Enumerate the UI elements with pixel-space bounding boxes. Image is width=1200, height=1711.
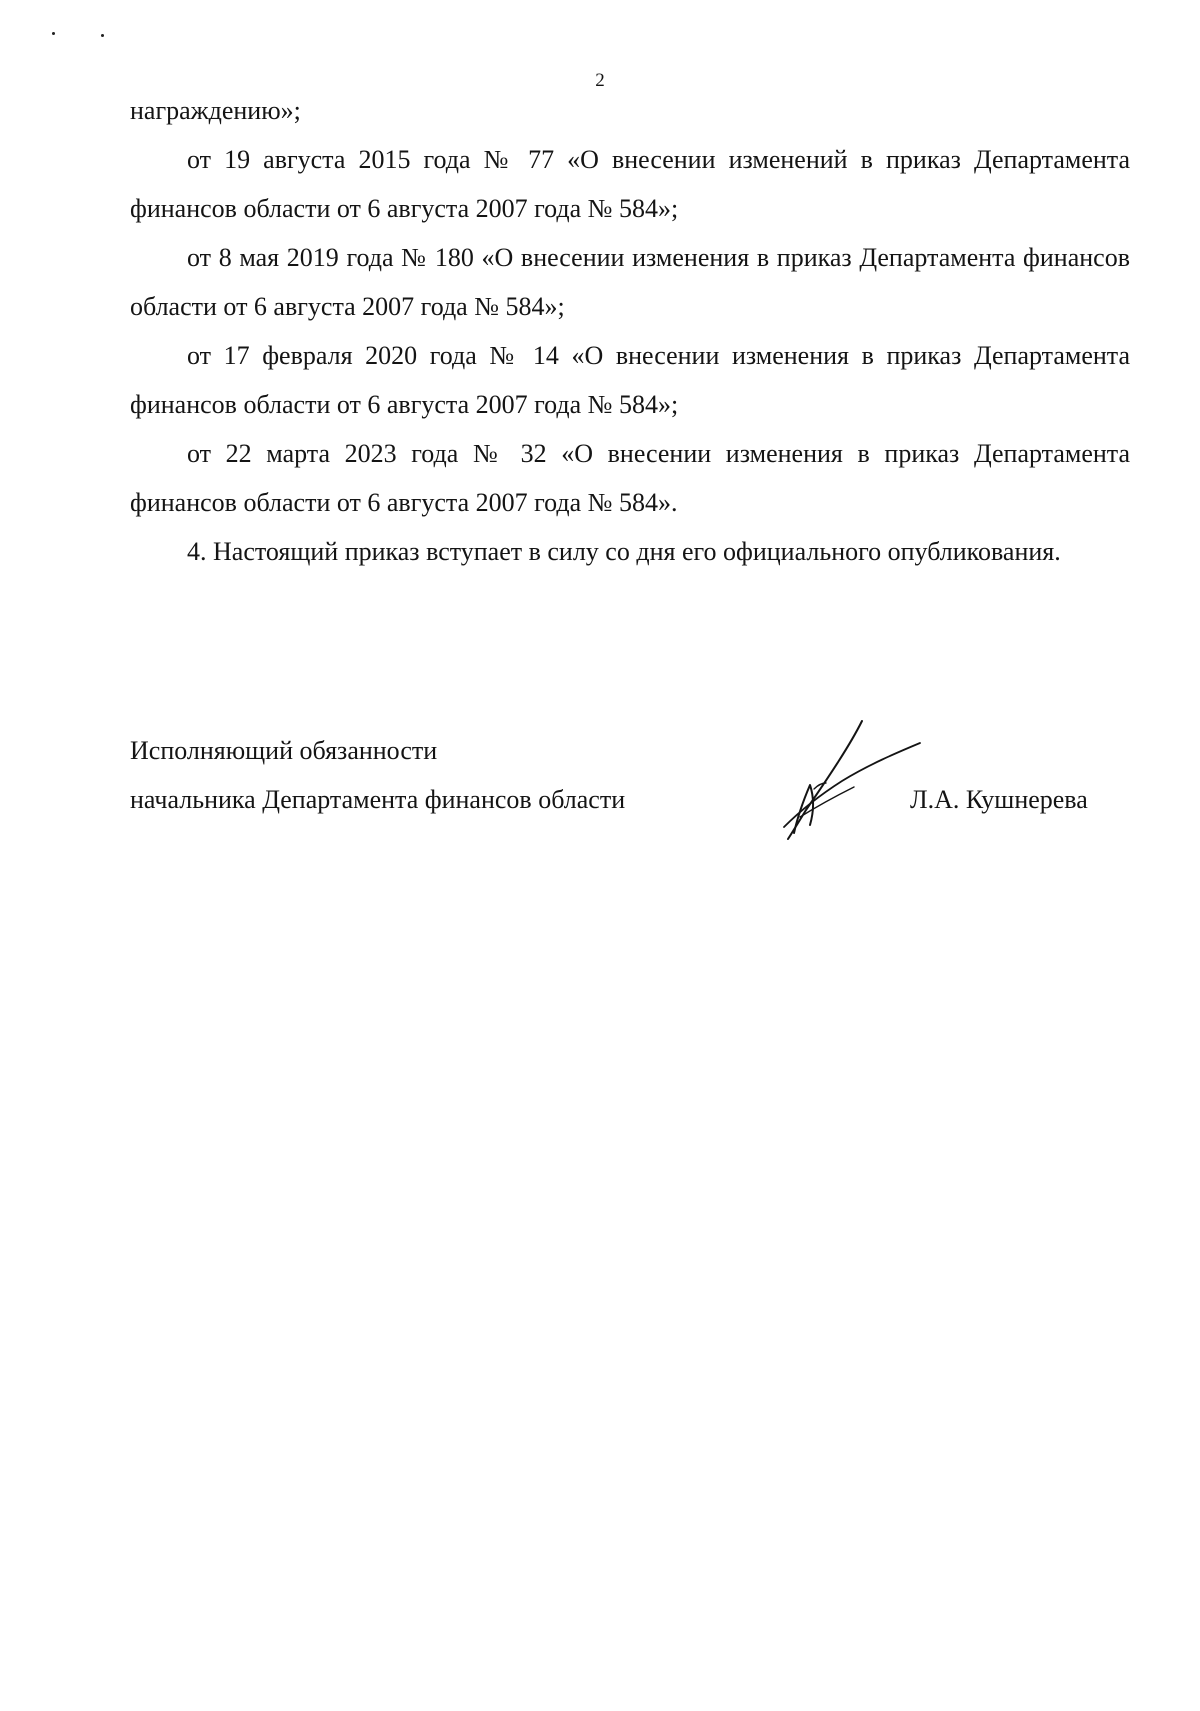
paragraph-order-2015: от 19 августа 2015 года № 77 «О внесении изменений в приказ Департамента финансов области от 6 августа 2007 года № 584»; [130, 145, 1130, 223]
paragraph-order-2020: от 17 февраля 2020 года № 14 «О внесении изменения в приказ Департамента финансов области от 6 августа 2007 года № 584»; [130, 341, 1130, 419]
position-line-2: начальника Департамента финансов области [130, 785, 626, 814]
position-line-1: Исполняющий обязанности [130, 736, 438, 765]
scan-speck [101, 34, 104, 37]
page-number: 2 [595, 70, 605, 91]
scan-speck [52, 32, 55, 35]
paragraph-effective-date: 4. Настоящий приказ вступает в силу со дня его официального опубликования. [187, 537, 1061, 566]
paragraph-order-2023: от 22 марта 2023 года № 32 «О внесении изменения в приказ Департамента финансов области от 6 августа 2007 года № 584». [130, 439, 1130, 517]
signatory-position [130, 726, 830, 824]
paragraph-continuation: награждению»; [130, 96, 301, 125]
signer-name: Л.А. Кушнерева [910, 785, 1088, 814]
document-body [130, 86, 1130, 576]
paragraph-order-2019: от 8 мая 2019 года № 180 «О внесении изменения в приказ Департамента финансов области от 6 августа 2007 года № 584»; [130, 243, 1130, 321]
